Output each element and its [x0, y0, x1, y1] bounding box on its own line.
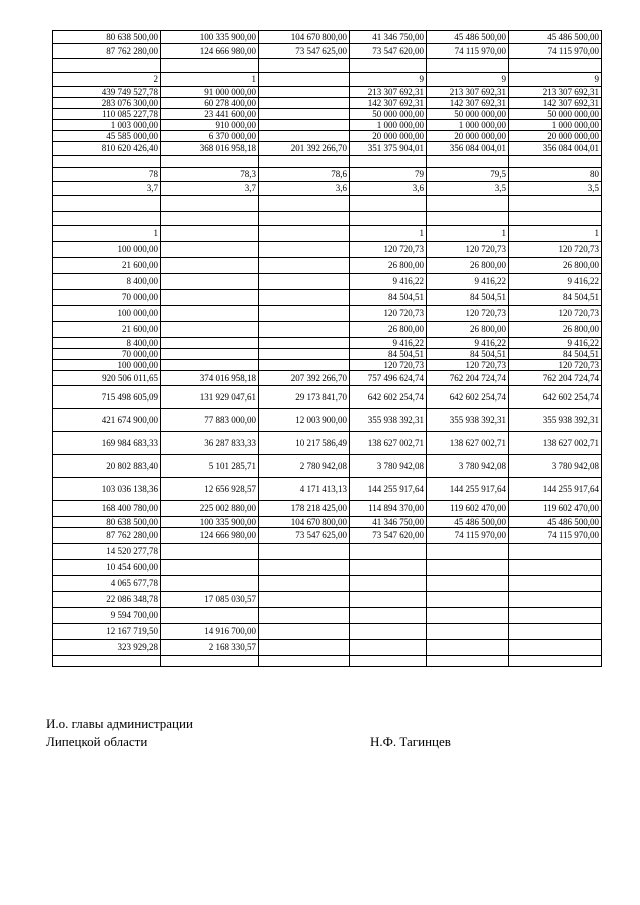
table-cell [350, 576, 427, 592]
table-cell [350, 196, 427, 212]
table-cell: 4 065 677,78 [53, 576, 161, 592]
table-cell: 9 416,22 [350, 338, 427, 349]
table-cell: 26 800,00 [427, 322, 509, 338]
table-cell: 79,5 [427, 168, 509, 182]
table-cell: 84 504,51 [509, 290, 602, 306]
table-cell: 3,7 [53, 182, 161, 196]
table-cell [350, 656, 427, 667]
table-row [53, 290, 602, 306]
table-cell: 26 800,00 [509, 322, 602, 338]
table-cell: 3,7 [161, 182, 259, 196]
table-cell [509, 196, 602, 212]
table-cell [509, 640, 602, 656]
table-cell: 910 000,00 [161, 120, 259, 131]
table-cell: 178 218 425,00 [259, 501, 350, 517]
table-cell: 9 416,22 [509, 338, 602, 349]
table-row [53, 306, 602, 322]
table-cell: 20 802 883,40 [53, 455, 161, 478]
table-row [53, 371, 602, 386]
table-cell: 114 894 370,00 [350, 501, 427, 517]
table-cell [350, 212, 427, 226]
table-cell: 715 498 605,09 [53, 386, 161, 409]
table-cell: 124 666 980,00 [161, 528, 259, 544]
table-row [53, 544, 602, 560]
table-cell [509, 656, 602, 667]
table-row [53, 274, 602, 290]
table-cell: 3,5 [427, 182, 509, 196]
table-cell [509, 544, 602, 560]
table-cell [427, 544, 509, 560]
table-cell [427, 196, 509, 212]
table-cell: 22 086 348,78 [53, 592, 161, 608]
table-cell: 421 674 900,00 [53, 409, 161, 432]
table-cell: 84 504,51 [509, 349, 602, 360]
table-cell [427, 560, 509, 576]
table-cell: 79 [350, 168, 427, 182]
table-cell: 74 115 970,00 [509, 44, 602, 59]
signatory-position-line1: И.о. главы администрации [46, 716, 193, 731]
table-cell [427, 640, 509, 656]
table-cell: 3,6 [259, 182, 350, 196]
table-cell: 14 916 700,00 [161, 624, 259, 640]
table-row [53, 624, 602, 640]
table-cell [259, 656, 350, 667]
table-cell [350, 624, 427, 640]
table-cell: 3,6 [350, 182, 427, 196]
table-cell: 225 002 880,00 [161, 501, 259, 517]
table-cell [161, 560, 259, 576]
table-cell [259, 226, 350, 242]
table-cell: 762 204 724,74 [427, 371, 509, 386]
signatory-name: Н.Ф. Тагинцев [370, 734, 451, 749]
table-cell: 10 217 586,49 [259, 432, 350, 455]
table-cell [161, 274, 259, 290]
table-row [53, 386, 602, 409]
table-cell: 78,3 [161, 168, 259, 182]
table-cell [259, 338, 350, 349]
table-cell: 70 000,00 [53, 290, 161, 306]
table-cell [427, 608, 509, 624]
table-cell: 142 307 692,31 [427, 98, 509, 109]
table-cell: 642 602 254,74 [427, 386, 509, 409]
table-cell: 45 486 500,00 [509, 517, 602, 528]
table-cell [259, 242, 350, 258]
table-row [53, 560, 602, 576]
table-cell [161, 656, 259, 667]
table-cell [427, 576, 509, 592]
table-cell: 3 780 942,08 [350, 455, 427, 478]
table-cell: 368 016 958,18 [161, 142, 259, 156]
table-cell: 41 346 750,00 [350, 517, 427, 528]
table-cell: 1 [509, 226, 602, 242]
table-cell: 207 392 266,70 [259, 371, 350, 386]
table-row [53, 109, 602, 120]
table-cell: 29 173 841,70 [259, 386, 350, 409]
table-cell: 142 307 692,31 [350, 98, 427, 109]
table-cell: 20 000 000,00 [509, 131, 602, 142]
table-cell: 12 656 928,57 [161, 478, 259, 501]
table-row [53, 59, 602, 73]
table-cell: 9 416,22 [427, 338, 509, 349]
table-cell: 138 627 002,71 [350, 432, 427, 455]
table-cell: 17 085 030,57 [161, 592, 259, 608]
table-cell: 213 307 692,31 [509, 87, 602, 98]
table-cell: 6 370 000,00 [161, 131, 259, 142]
table-cell: 45 486 500,00 [427, 517, 509, 528]
table-cell [259, 576, 350, 592]
table-row [53, 478, 602, 501]
table-cell: 120 720,73 [350, 360, 427, 371]
table-cell: 84 504,51 [350, 349, 427, 360]
table-cell [161, 360, 259, 371]
table-cell [509, 624, 602, 640]
table-cell: 41 346 750,00 [350, 31, 427, 44]
table-cell: 355 938 392,31 [350, 409, 427, 432]
table-cell: 120 720,73 [350, 306, 427, 322]
table-cell [161, 544, 259, 560]
table-cell: 1 000 000,00 [350, 120, 427, 131]
table-cell: 84 504,51 [427, 349, 509, 360]
table-cell: 100 000,00 [53, 242, 161, 258]
table-cell [259, 290, 350, 306]
table-row [53, 31, 602, 44]
table-cell: 80 638 500,00 [53, 31, 161, 44]
table-cell [259, 196, 350, 212]
table-cell [259, 349, 350, 360]
table-cell [53, 196, 161, 212]
table-row [53, 73, 602, 87]
table-cell: 87 762 280,00 [53, 528, 161, 544]
table-cell [509, 608, 602, 624]
table-row [53, 501, 602, 517]
table-cell: 9 416,22 [509, 274, 602, 290]
table-cell: 4 171 413,13 [259, 478, 350, 501]
table-cell: 120 720,73 [427, 360, 509, 371]
table-cell: 100 000,00 [53, 360, 161, 371]
table-cell [53, 212, 161, 226]
table-cell: 169 984 683,33 [53, 432, 161, 455]
table-cell [259, 87, 350, 98]
table-cell: 103 036 138,36 [53, 478, 161, 501]
table-cell [161, 349, 259, 360]
table-cell [350, 592, 427, 608]
table-cell: 120 720,73 [350, 242, 427, 258]
table-cell: 9 [350, 73, 427, 87]
table-cell [161, 608, 259, 624]
table-cell [259, 120, 350, 131]
table-cell: 356 084 004,01 [509, 142, 602, 156]
table-cell [259, 109, 350, 120]
table-cell [161, 196, 259, 212]
table-cell: 120 720,73 [509, 360, 602, 371]
table-cell: 84 504,51 [427, 290, 509, 306]
table-cell [259, 322, 350, 338]
table-cell: 2 [53, 73, 161, 87]
table-cell: 21 600,00 [53, 258, 161, 274]
table-cell: 45 486 500,00 [509, 31, 602, 44]
table-cell [259, 608, 350, 624]
table-cell [427, 212, 509, 226]
table-cell [350, 544, 427, 560]
table-cell [350, 640, 427, 656]
table-cell: 100 000,00 [53, 306, 161, 322]
table-row [53, 258, 602, 274]
table-cell [259, 59, 350, 73]
table-row [53, 338, 602, 349]
table-row [53, 528, 602, 544]
table-cell: 73 547 625,00 [259, 44, 350, 59]
table-row [53, 168, 602, 182]
table-cell: 920 506 011,65 [53, 371, 161, 386]
table-cell: 5 101 285,71 [161, 455, 259, 478]
table-cell [259, 98, 350, 109]
table-cell [509, 592, 602, 608]
table-row [53, 517, 602, 528]
table-cell [259, 360, 350, 371]
table-cell: 36 287 833,33 [161, 432, 259, 455]
table-row [53, 592, 602, 608]
table-cell: 14 520 277,78 [53, 544, 161, 560]
table-cell: 1 000 000,00 [427, 120, 509, 131]
table-cell: 1 [53, 226, 161, 242]
table-cell [427, 592, 509, 608]
table-cell: 131 929 047,61 [161, 386, 259, 409]
table-cell: 213 307 692,31 [350, 87, 427, 98]
table-cell: 1 003 000,00 [53, 120, 161, 131]
table-cell: 70 000,00 [53, 349, 161, 360]
table-cell [427, 656, 509, 667]
table-cell [350, 59, 427, 73]
table-cell: 20 000 000,00 [350, 131, 427, 142]
table-cell: 762 204 724,74 [509, 371, 602, 386]
table-row [53, 212, 602, 226]
table-row [53, 156, 602, 168]
table-cell: 100 335 900,00 [161, 31, 259, 44]
table-cell [53, 59, 161, 73]
table-cell [509, 156, 602, 168]
table-cell: 9 416,22 [350, 274, 427, 290]
table-cell [53, 656, 161, 667]
table-cell: 45 486 500,00 [427, 31, 509, 44]
table-cell [259, 592, 350, 608]
table-cell: 757 496 624,74 [350, 371, 427, 386]
table-cell: 120 720,73 [427, 242, 509, 258]
table-cell: 74 115 970,00 [427, 44, 509, 59]
table-cell [161, 576, 259, 592]
table-cell [161, 258, 259, 274]
table-cell: 12 167 719,50 [53, 624, 161, 640]
table-cell: 323 929,28 [53, 640, 161, 656]
signatory-position-line2: Липецкой области [46, 734, 148, 749]
table-cell: 77 883 000,00 [161, 409, 259, 432]
table-cell: 124 666 980,00 [161, 44, 259, 59]
table-cell: 10 454 600,00 [53, 560, 161, 576]
table-cell: 8 400,00 [53, 274, 161, 290]
table-cell: 26 800,00 [350, 258, 427, 274]
table-cell: 26 800,00 [509, 258, 602, 274]
table-cell: 91 000 000,00 [161, 87, 259, 98]
table-cell: 3,5 [509, 182, 602, 196]
table-cell: 74 115 970,00 [427, 528, 509, 544]
table-row [53, 640, 602, 656]
table-cell: 50 000 000,00 [427, 109, 509, 120]
table-row [53, 360, 602, 371]
table-cell: 355 938 392,31 [509, 409, 602, 432]
table-cell: 1 [427, 226, 509, 242]
table-cell: 100 335 900,00 [161, 517, 259, 528]
table-cell: 104 670 800,00 [259, 517, 350, 528]
table-cell: 439 749 527,78 [53, 87, 161, 98]
table-cell: 351 375 904,01 [350, 142, 427, 156]
table-cell [259, 156, 350, 168]
table-cell: 120 720,73 [509, 306, 602, 322]
table-cell: 73 547 625,00 [259, 528, 350, 544]
table-cell [509, 59, 602, 73]
table-row [53, 432, 602, 455]
table-cell: 104 670 800,00 [259, 31, 350, 44]
table-cell: 80 638 500,00 [53, 517, 161, 528]
table-cell: 142 307 692,31 [509, 98, 602, 109]
table-row [53, 349, 602, 360]
table-row [53, 576, 602, 592]
table-cell: 74 115 970,00 [509, 528, 602, 544]
table-cell: 23 441 600,00 [161, 109, 259, 120]
table-row [53, 120, 602, 131]
table-cell: 374 016 958,18 [161, 371, 259, 386]
table-cell: 213 307 692,31 [427, 87, 509, 98]
table-cell: 355 938 392,31 [427, 409, 509, 432]
table-row [53, 322, 602, 338]
table-cell: 9 [509, 73, 602, 87]
table-row [53, 656, 602, 667]
table-cell [161, 212, 259, 226]
budget-table-body [53, 31, 602, 667]
table-cell: 144 255 917,64 [350, 478, 427, 501]
table-cell: 119 602 470,00 [427, 501, 509, 517]
table-cell [259, 640, 350, 656]
table-cell: 120 720,73 [509, 242, 602, 258]
table-cell [161, 306, 259, 322]
table-row [53, 242, 602, 258]
table-cell: 9 594 700,00 [53, 608, 161, 624]
table-cell [161, 59, 259, 73]
table-cell [259, 212, 350, 226]
table-cell [427, 624, 509, 640]
table-row [53, 142, 602, 156]
table-row [53, 44, 602, 59]
table-cell: 84 504,51 [350, 290, 427, 306]
table-cell [259, 560, 350, 576]
table-cell [259, 274, 350, 290]
budget-table [52, 30, 602, 667]
table-cell [259, 306, 350, 322]
table-cell: 119 602 470,00 [509, 501, 602, 517]
table-cell [161, 226, 259, 242]
table-row [53, 226, 602, 242]
table-cell: 356 084 004,01 [427, 142, 509, 156]
table-cell [161, 290, 259, 306]
table-cell: 3 780 942,08 [509, 455, 602, 478]
table-cell: 80 [509, 168, 602, 182]
table-cell: 144 255 917,64 [427, 478, 509, 501]
table-cell: 3 780 942,08 [427, 455, 509, 478]
table-cell [350, 608, 427, 624]
table-cell: 138 627 002,71 [427, 432, 509, 455]
table-cell: 110 085 227,78 [53, 109, 161, 120]
table-cell: 120 720,73 [427, 306, 509, 322]
table-cell: 78,6 [259, 168, 350, 182]
table-cell [427, 156, 509, 168]
table-cell: 201 392 266,70 [259, 142, 350, 156]
table-cell: 144 255 917,64 [509, 478, 602, 501]
table-row [53, 196, 602, 212]
table-cell [161, 156, 259, 168]
table-cell [161, 322, 259, 338]
table-row [53, 182, 602, 196]
table-cell: 2 780 942,08 [259, 455, 350, 478]
table-cell: 26 800,00 [427, 258, 509, 274]
table-cell [259, 131, 350, 142]
table-cell [53, 156, 161, 168]
table-cell: 1 [350, 226, 427, 242]
table-row [53, 409, 602, 432]
table-cell [350, 560, 427, 576]
table-cell [509, 212, 602, 226]
table-cell: 60 278 400,00 [161, 98, 259, 109]
table-cell [427, 59, 509, 73]
table-cell: 642 602 254,74 [350, 386, 427, 409]
table-cell: 810 620 426,40 [53, 142, 161, 156]
table-cell: 12 003 900,00 [259, 409, 350, 432]
table-cell [161, 338, 259, 349]
table-cell: 168 400 780,00 [53, 501, 161, 517]
table-cell: 1 000 000,00 [509, 120, 602, 131]
table-row [53, 98, 602, 109]
table-cell: 138 627 002,71 [509, 432, 602, 455]
table-row [53, 131, 602, 142]
table-cell [259, 544, 350, 560]
table-cell [509, 576, 602, 592]
table-cell [161, 242, 259, 258]
table-cell: 26 800,00 [350, 322, 427, 338]
table-cell [259, 624, 350, 640]
table-cell: 9 416,22 [427, 274, 509, 290]
table-cell: 87 762 280,00 [53, 44, 161, 59]
table-cell [350, 156, 427, 168]
table-cell: 8 400,00 [53, 338, 161, 349]
table-cell: 73 547 620,00 [350, 528, 427, 544]
table-cell: 2 168 330,57 [161, 640, 259, 656]
table-cell: 73 547 620,00 [350, 44, 427, 59]
table-cell: 45 585 000,00 [53, 131, 161, 142]
table-row [53, 608, 602, 624]
table-cell: 78 [53, 168, 161, 182]
table-row [53, 455, 602, 478]
table-cell: 50 000 000,00 [509, 109, 602, 120]
table-cell [259, 73, 350, 87]
table-cell: 20 000 000,00 [427, 131, 509, 142]
table-cell: 50 000 000,00 [350, 109, 427, 120]
table-cell: 642 602 254,74 [509, 386, 602, 409]
table-row [53, 87, 602, 98]
table-cell: 9 [427, 73, 509, 87]
table-cell [509, 560, 602, 576]
table-cell [259, 258, 350, 274]
table-cell: 21 600,00 [53, 322, 161, 338]
table-cell: 283 076 300,00 [53, 98, 161, 109]
table-cell: 1 [161, 73, 259, 87]
